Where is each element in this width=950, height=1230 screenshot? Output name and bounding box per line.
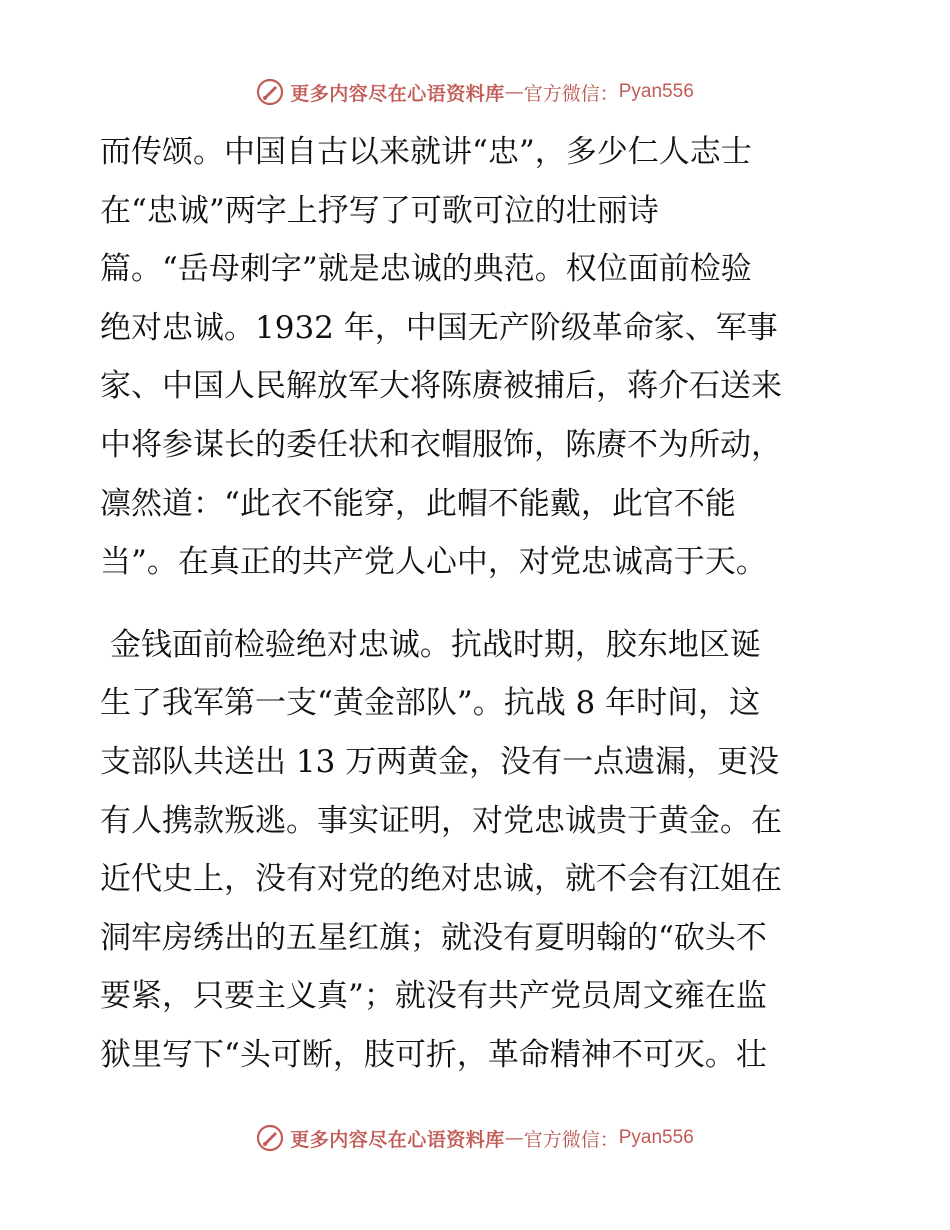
text-line: 篇。“岳母刺字”就是忠诚的典范。权位面前检验	[100, 251, 752, 288]
paragraph-gap	[100, 592, 860, 616]
banner-dash: —	[504, 1127, 524, 1149]
banner-wechat-id: Pyan556	[618, 81, 694, 102]
text-line: 金钱面前检验绝对忠诚。抗战时期，胶东地区诞	[100, 626, 761, 663]
text-line: 中将参谋长的委任状和衣帽服饰，陈赓不为所动，	[100, 426, 782, 463]
text-line: 要紧，只要主义真”；就没有共产党员周文雍在监	[100, 978, 767, 1015]
text-line: 有人携款叛逃。事实证明，对党忠诚贵于黄金。在	[100, 802, 782, 839]
paragraph-2	[100, 616, 860, 1085]
banner-brand-text: 更多内容尽在心语资料库	[290, 82, 505, 105]
paragraph-1	[100, 123, 860, 592]
text-line: 凛然道：“此衣不能穿，此帽不能戴，此官不能	[100, 485, 736, 522]
header-banner	[0, 72, 950, 112]
banner-wechat-id: Pyan556	[618, 1127, 694, 1148]
text-line: 在“忠诚”两字上抒写了可歌可泣的壮丽诗	[100, 192, 659, 229]
text-line: 支部队共送出 13 万两黄金，没有一点遗漏，更没	[100, 743, 780, 780]
text-line: 家、中国人民解放军大将陈赓被捕后，蒋介石送来	[100, 368, 782, 405]
brand-logo-icon	[256, 78, 284, 106]
text-line: 近代史上，没有对党的绝对忠诚，就不会有江姐在	[100, 861, 782, 898]
footer-banner	[0, 1118, 950, 1158]
text-line: 狱里写下“头可断，肢可折，革命精神不可灭。壮	[100, 1036, 767, 1073]
text-line: 绝对忠诚。1932 年，中国无产阶级革命家、军事	[100, 309, 778, 346]
text-line: 生了我军第一支“黄金部队”。抗战 8 年时间，这	[100, 685, 761, 722]
text-line: 当”。在真正的共产党人心中，对党忠诚高于天。	[100, 544, 767, 581]
banner-wechat-label: 官方微信：	[523, 82, 619, 105]
brand-logo-icon	[256, 1124, 284, 1152]
banner-wechat-label: 官方微信：	[523, 1128, 619, 1151]
text-line: 洞牢房绣出的五星红旗；就没有夏明翰的“砍头不	[100, 919, 767, 956]
banner-dash: —	[504, 81, 524, 103]
document-body	[100, 123, 860, 1085]
text-line: 而传颂。中国自古以来就讲“忠”，多少仁人志士	[100, 134, 752, 170]
banner-brand-text: 更多内容尽在心语资料库	[290, 1128, 505, 1151]
